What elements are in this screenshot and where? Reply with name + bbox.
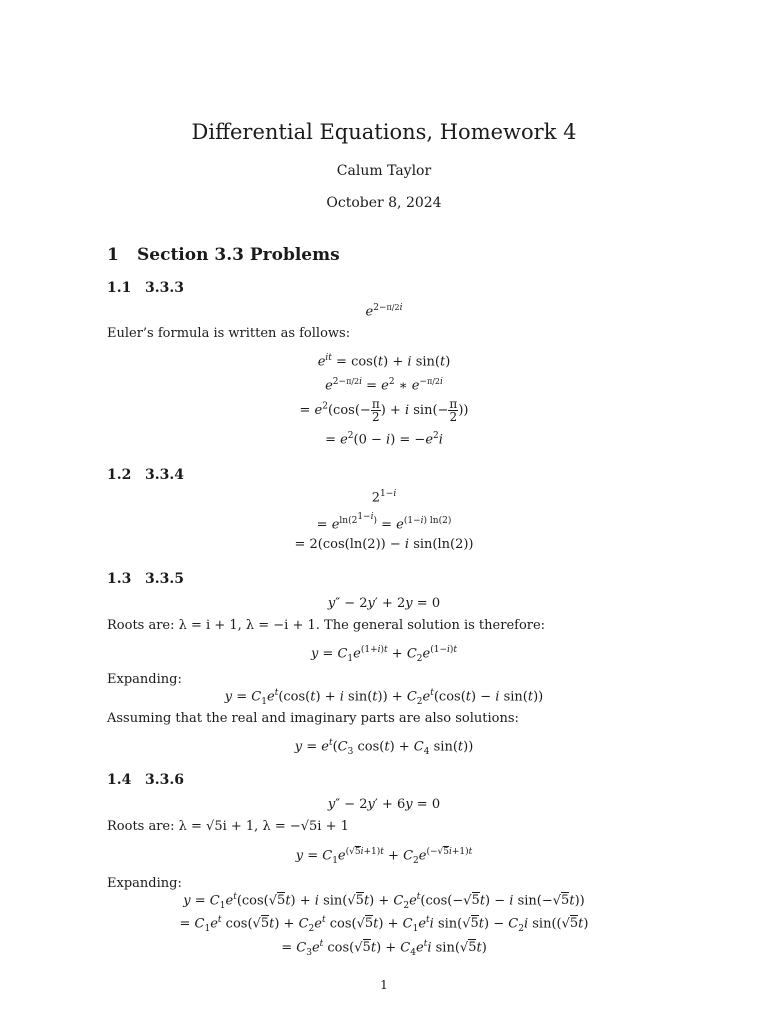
equation: = 2(cos(ln(2)) − i sin(ln(2))	[294, 537, 474, 552]
equation: = $e^{ln(2^{1-i})} = e^{(1-i) ln(2)}$	[316, 512, 452, 533]
equation: $y = e^t(C_3$ $\cos(t) + C_4$ sin(t))	[294, 738, 474, 757]
equation: = $e^2(\cos(-$ $\frac{\pi}{2}$ ) + i sin(− $\frac{\pi}{2}$ ))	[299, 397, 469, 424]
equation: y″ − 2y′ + 2y = 0	[327, 596, 441, 611]
section-number: 1	[107, 245, 119, 265]
equation: $e^{2-\pi/2i}$	[365, 303, 403, 320]
equation: $e^{2-\pi/2i} = e^2$ ∗ $e^{-\pi/2i}$	[325, 377, 443, 394]
section-heading	[107, 245, 340, 265]
equation: $e^{it} = \cos(t) + i$ sin(t)	[317, 353, 451, 370]
document-title: Differential Equations, Homework 4	[191, 120, 577, 144]
date: October 8, 2024	[326, 195, 442, 211]
paragraph: Roots are: λ = √5i + 1, λ = −√5i + 1	[107, 819, 349, 834]
paragraph: Expanding:	[107, 876, 182, 891]
paragraph: Assuming that the real and imaginary parts are also solutions:	[107, 711, 519, 726]
equation: = $C_1e^t$ $\cos(√5t) + C_2e^t$ $\cos(√5t) + C_1e^ti$ $\sin(√5t) - C_2i$ sin((√5t)	[179, 915, 589, 934]
author: Calum Taylor	[336, 163, 432, 179]
equation: $y = C_1e^{(√5i+1)t} + C_2e^{(-√5i+1)t}$	[295, 847, 473, 866]
equation: $y = C_1e^t(\cos(t) + i$ $\sin(t)) + C_2e^t(\cos(t) - i$ sin(t))	[224, 688, 544, 707]
page-number: 1	[380, 978, 388, 992]
paragraph: Euler’s formula is written as follows:	[107, 326, 351, 341]
equation: $2^{1-i}$	[371, 489, 397, 506]
equation: = $C_3e^t$ $\cos(√5t) + C_4e^ti$ sin(√5t)	[281, 939, 487, 958]
equation: = $e^2(0 - i) = -e^2i$	[325, 431, 443, 448]
section-title: Section 3.3 Problems	[137, 245, 340, 265]
equation: $y = C_1e^{(1+i)t} + C_2e^{(1-i)t}$	[310, 645, 458, 664]
paragraph: Roots are: λ = i + 1, λ = −i + 1. The general solution is therefore:	[107, 618, 546, 633]
equation: $y = C_1e^t(\cos(√5t) + i$ $\sin(√5t) + C_2e^t(\cos(-√5t) - i$ sin(−√5t))	[183, 892, 585, 911]
subsection-heading: 1.4 3.3.6	[107, 772, 184, 788]
equation: y″ − 2y′ + 6y = 0	[327, 797, 441, 812]
paragraph: Expanding:	[107, 672, 182, 687]
subsection-heading: 1.3 3.3.5	[107, 571, 184, 587]
subsection-heading: 1.1 3.3.3	[107, 280, 184, 296]
subsection-heading: 1.2 3.3.4	[107, 467, 184, 483]
